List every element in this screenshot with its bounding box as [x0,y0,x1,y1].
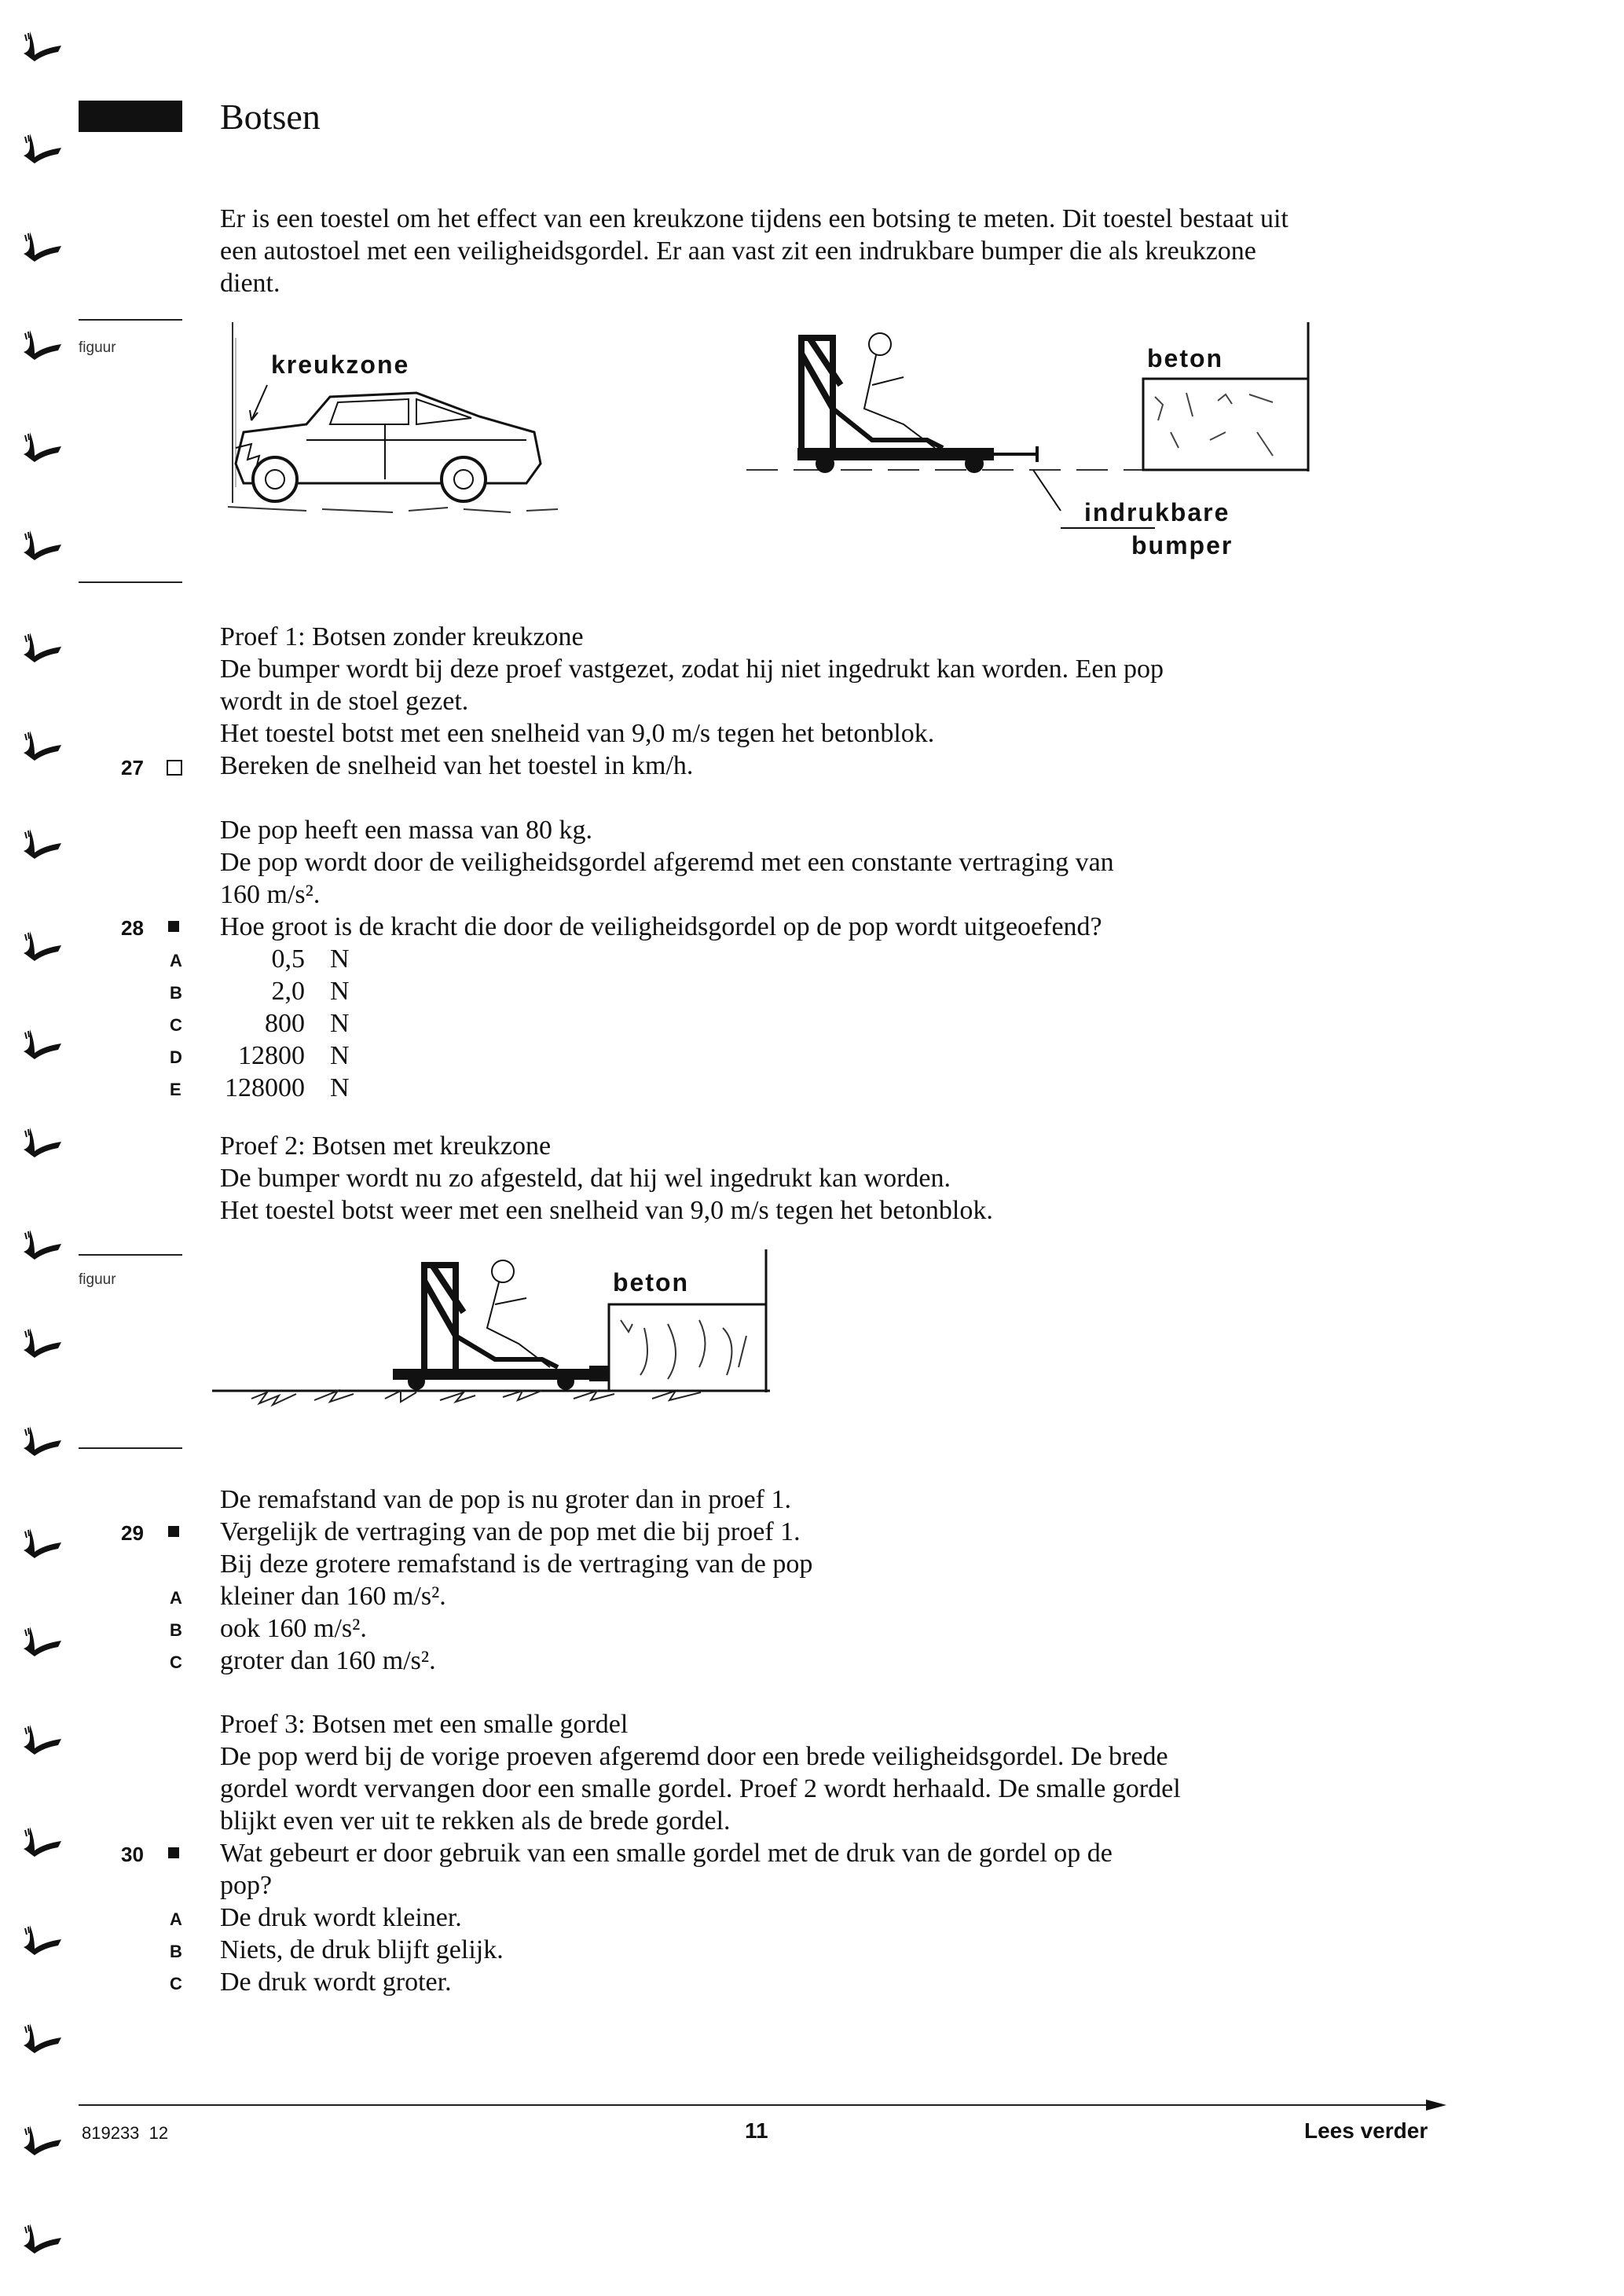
proef3-line-1: De pop werd bij de vorige proeven afgeremd door een brede veiligheidsgordel. De brede [220,1742,1168,1771]
margin-bird-icons [24,31,86,2271]
q28-number: 28 [121,916,144,940]
label-beton-1: beton [1147,344,1224,372]
label-beton-2: beton [613,1268,690,1297]
figure2-label: figuur [79,1271,116,1288]
sled-illustration-2 [212,1249,786,1422]
q28-option-a-unit: N [330,944,350,974]
q28-option-b-unit: N [330,977,350,1006]
footer-page-number: 11 [745,2118,768,2143]
proef2-heading: Proef 2: Botsen met kreukzone [220,1131,552,1161]
q28-text: Hoe groot is de kracht die door de veiligheidsgordel op de pop wordt uitgeoefend? [220,912,1102,941]
q28-option-c-value: 800 [265,1009,305,1038]
figure2-bottom-rule [79,1447,182,1449]
q29-option-a-text: kleiner dan 160 m/s². [220,1582,446,1611]
q29-option-b-text: ook 160 m/s². [220,1614,367,1643]
q30-option-a-text: De druk wordt kleiner. [220,1903,462,1932]
proef1-line-1: De bumper wordt bij deze proef vastgezet, zodat hij niet ingedrukt kan worden. Een pop [220,655,1164,684]
q30-line-2: pop? [220,1871,273,1900]
q30-option-a-letter[interactable]: A [170,1909,182,1929]
page-title: Botsen [220,97,321,137]
q29-pre: De remafstand van de pop is nu groter dan in proef 1. [220,1485,791,1514]
label-bumper: bumper [1131,531,1234,559]
title-bar [79,101,182,132]
pop-line-1: De pop heeft een massa van 80 kg. [220,816,592,845]
q28-option-e-unit: N [330,1073,350,1102]
q29-line-2: Bij deze grotere remafstand is de vertraging van de pop [220,1550,813,1579]
q30-marker [168,1847,179,1858]
q30-number: 30 [121,1843,144,1866]
car-illustration [212,314,621,519]
q29-option-c-text: groter dan 160 m/s². [220,1646,436,1675]
q29-option-b-letter[interactable]: B [170,1620,182,1640]
q27-text: Bereken de snelheid van het toestel in km/h. [220,751,694,780]
proef1-heading: Proef 1: Botsen zonder kreukzone [220,622,584,651]
q29-number: 29 [121,1521,144,1545]
figure1-bottom-rule [79,581,182,583]
footer-arrow-icon [1426,2096,1450,2114]
q30-option-c-letter[interactable]: C [170,1974,182,1993]
q28-option-d-letter[interactable]: D [170,1047,182,1067]
proef2-line-2: Het toestel botst weer met een snelheid van 9,0 m/s tegen het betonblok. [220,1196,993,1225]
q28-option-a-letter[interactable]: A [170,951,182,970]
label-kreukzone: kreukzone [271,350,410,379]
footer-rule [79,2104,1430,2106]
q28-option-e-letter[interactable]: E [170,1080,181,1099]
q30-option-c-text: De druk wordt groter. [220,1968,452,1997]
q30-option-b-letter[interactable]: B [170,1942,182,1961]
pop-line-2: De pop wordt door de veiligheidsgordel afgeremd met een constante vertraging van [220,848,1114,877]
proef2-line-1: De bumper wordt nu zo afgesteld, dat hij wel ingedrukt kan worden. [220,1164,951,1193]
figure2-top-rule [79,1254,182,1256]
proef3-line-3: blijkt even ver uit te rekken als de brede gordel. [220,1806,731,1836]
q29-marker [168,1526,179,1537]
q27-number: 27 [121,756,144,779]
q27-checkbox[interactable] [167,760,182,776]
q30-line-1: Wat gebeurt er door gebruik van een smalle gordel met de druk van de gordel op de [220,1839,1113,1868]
q29-line-1: Vergelijk de vertraging van de pop met die bij proef 1. [220,1517,801,1546]
footer-code: 819233 12 [82,2123,169,2143]
q28-option-d-value: 12800 [238,1041,305,1070]
figure1-top-rule [79,319,182,321]
figure1-label: figuur [79,339,116,356]
proef1-line-3: Het toestel botst met een snelheid van 9,0 m/s tegen het betonblok. [220,719,935,748]
q28-option-a-value: 0,5 [271,944,305,974]
pop-line-3: 160 m/s². [220,880,321,909]
q28-option-e-value: 128000 [225,1073,305,1102]
q28-marker [168,921,179,932]
proef1-line-2: wordt in de stoel gezet. [220,687,469,716]
q28-option-c-letter[interactable]: C [170,1015,182,1035]
footer-next-link[interactable]: Lees verder [1304,2118,1428,2143]
q29-option-a-letter[interactable]: A [170,1588,182,1608]
q30-option-b-text: Niets, de druk blijft gelijk. [220,1935,504,1964]
q28-option-b-value: 2,0 [271,977,305,1006]
proef3-heading: Proef 3: Botsen met een smalle gordel [220,1710,629,1739]
intro-text: Er is een toestel om het effect van een kreukzone tijdens een botsing te meten. Dit toestel bestaat uit een autostoel met een veiligheidsgordel. Er aan vast zit een indrukbare bumper die als kreukzone dient. [220,204,1296,298]
q28-option-d-unit: N [330,1041,350,1070]
q28-option-c-unit: N [330,1009,350,1038]
label-indrukbare: indrukbare [1084,498,1230,526]
proef3-line-2: gordel wordt vervangen door een smalle gordel. Proef 2 wordt herhaald. De smalle gordel [220,1774,1181,1803]
q28-option-b-letter[interactable]: B [170,983,182,1003]
q29-option-c-letter[interactable]: C [170,1652,182,1672]
